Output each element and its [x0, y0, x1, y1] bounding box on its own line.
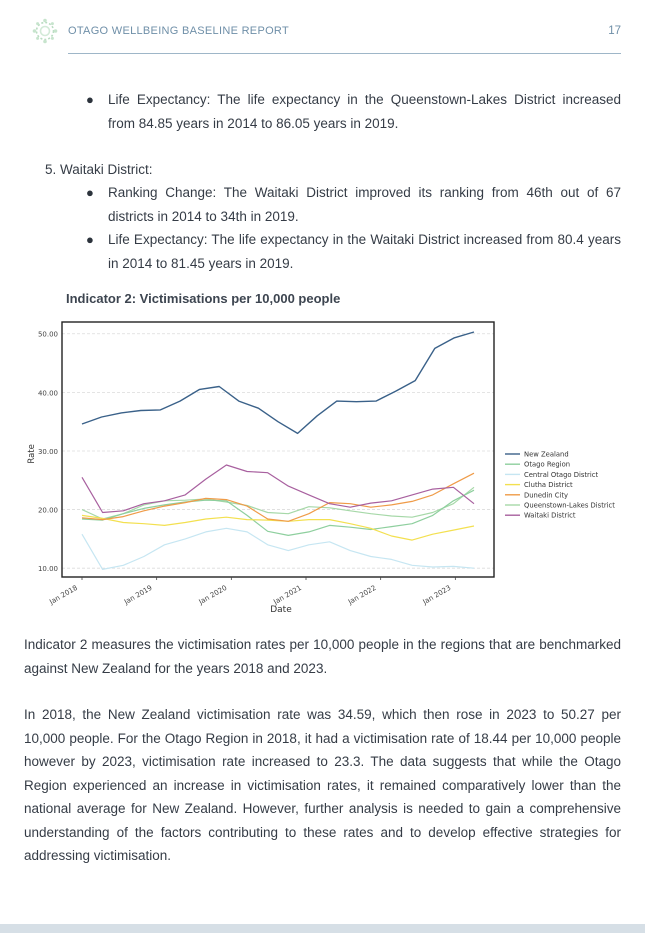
chart-frame: [62, 322, 494, 577]
y-tick-label: 10.00: [37, 565, 58, 574]
indicator-description-paragraph: [24, 633, 621, 680]
x-tick-label: Jan 2019: [122, 583, 154, 607]
legend-label: Dunedin City: [524, 491, 569, 500]
waitaki-ranking-bullet: [108, 181, 621, 228]
bullet-line: Ranking Change: The Waitaki District improved its ranking from 46th out of 67: [108, 185, 621, 200]
footer-bar: [0, 924, 645, 933]
y-axis-ticks: [38, 331, 58, 573]
bullet-marker: ●: [86, 185, 94, 200]
paragraph-line: Indicator 2 measures the victimisation rates per 10,000 people in the regions that are benchmarked: [24, 637, 621, 652]
bullet-marker: ●: [86, 232, 94, 247]
paragraph-line: addressing victimisation.: [24, 848, 172, 863]
paragraph-line: 10,000 people. For the Otago Region in 2018, it had a victimisation rate of 18.44 per 10,000 people: [24, 730, 621, 746]
indicator-heading: Indicator 2: Victimisations per 10,000 people: [66, 291, 341, 306]
x-axis-label: Date: [270, 605, 292, 615]
waitaki-life-expectancy-bullet: [108, 228, 621, 275]
legend-label: Queenstown-Lakes District: [524, 501, 615, 510]
x-tick-label: Jan 2021: [272, 583, 303, 607]
series-line: [82, 515, 474, 540]
legend-label: Clutha District: [524, 481, 573, 490]
x-tick-label: Jan 2022: [346, 583, 378, 607]
x-tick-label: Jan 2023: [421, 583, 453, 607]
legend-label: Otago Region: [524, 460, 571, 469]
page-number: 17: [608, 25, 621, 37]
victimisation-line-chart: [20, 316, 630, 616]
series-line: [82, 473, 474, 521]
paragraph-line: understanding of the factors contributing to these rates and to develop effective strategies for: [24, 824, 621, 840]
paragraph-line: however by 2023, victimisation rate increased to 23.3. The data suggests that while the Otago: [24, 754, 621, 769]
series-line: [82, 528, 474, 569]
paragraph-line: Region experienced an increase in victimisation rates, it remained comparatively lower than the: [24, 777, 621, 793]
bullet-marker: ●: [86, 92, 94, 107]
bullet-line: districts in 2014 to 34th in 2019.: [108, 208, 299, 224]
waitaki-heading: 5. Waitaki District:: [45, 162, 153, 177]
legend-label: Waitaki District: [524, 511, 576, 520]
paragraph-line: In 2018, the New Zealand victimisation rate was 34.59, which then rose in 2023 to 50.27 per: [24, 707, 621, 722]
y-tick-label: 20.00: [37, 506, 58, 515]
bullet-line: Life Expectancy: The life expectancy in the Queenstown-Lakes District increased: [108, 92, 621, 107]
y-tick-label: 40.00: [37, 389, 58, 398]
legend-label: New Zealand: [524, 450, 569, 459]
bullet-line: in 2014 to 81.45 years in 2019.: [108, 255, 294, 271]
chart-legend: [505, 451, 615, 520]
y-axis-label: Rate: [27, 444, 37, 464]
x-tick-label: Jan 2020: [197, 583, 229, 607]
bullet-line: Life Expectancy: The life expectancy in the Waitaki District increased from 80.4 years: [108, 232, 621, 247]
x-axis-ticks: [47, 577, 455, 607]
bullet-line: from 84.85 years in 2014 to 86.05 years in 2019.: [108, 115, 399, 131]
series-line: [82, 332, 474, 433]
legend-label: Central Otago District: [524, 470, 599, 479]
report-logo-icon: [32, 18, 58, 44]
y-tick-label: 30.00: [37, 447, 58, 456]
x-tick-label: Jan 2018: [48, 583, 79, 607]
series-line: [82, 465, 474, 513]
series-line: [82, 487, 474, 519]
victimisation-analysis-paragraph: [24, 703, 621, 868]
header-divider: [68, 53, 621, 54]
queenstown-life-expectancy-bullet: [108, 88, 621, 135]
paragraph-line: national average for New Zealand. However, further analysis is needed to gain a comprehensive: [24, 801, 621, 816]
report-title: OTAGO WELLBEING BASELINE REPORT: [68, 25, 290, 37]
y-tick-label: 50.00: [37, 330, 58, 339]
paragraph-line: against New Zealand for the years 2018 and 2023.: [24, 660, 328, 676]
